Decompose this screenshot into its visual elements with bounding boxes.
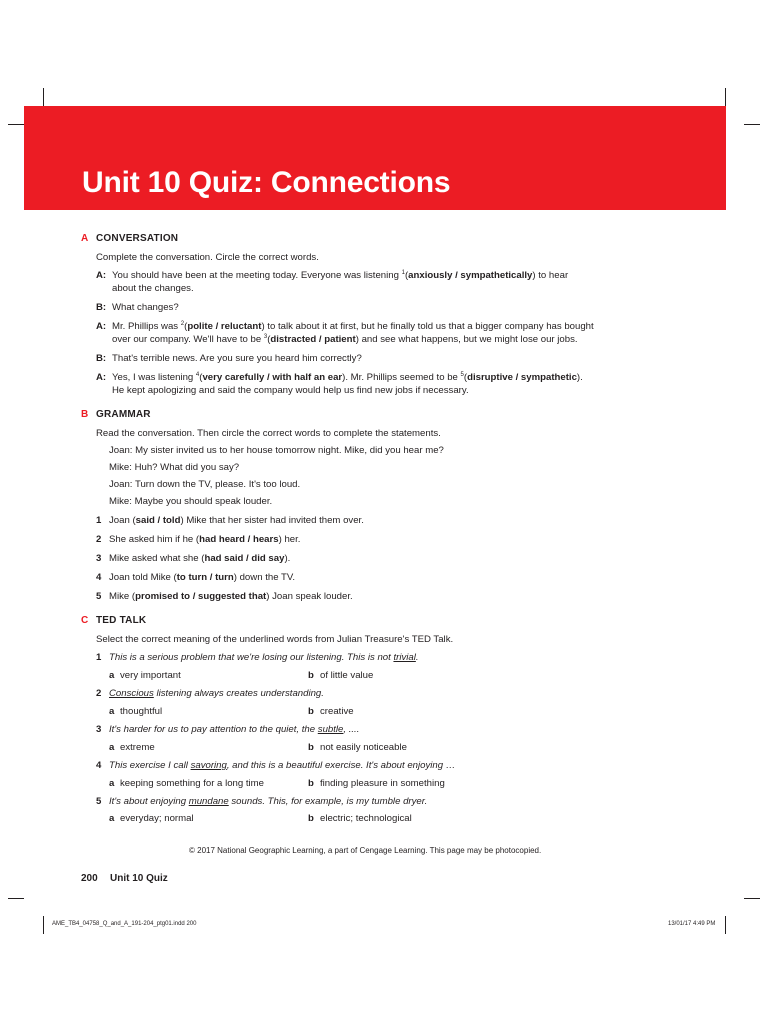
choice-5[interactable]: disruptive / sympathetic [467,372,577,383]
item-number: 1 [96,652,102,663]
dialogue-line: Mike: Huh? What did you say? [109,462,240,473]
item-number: 2 [96,688,102,699]
crop-mark [43,88,44,106]
dialogue-line: Joan: Turn down the TV, please. It's too loud. [109,479,301,490]
option-b[interactable]: finding pleasure in something [320,778,445,789]
item-number: 5 [96,796,102,807]
option-b-letter: b [308,706,314,717]
title-banner [24,106,726,210]
section-b-letter: B [81,409,89,420]
grammar-choice[interactable]: to turn / turn [176,572,234,583]
grammar-choice[interactable]: had heard / hears [199,534,279,545]
option-a-letter: a [109,670,115,681]
option-a[interactable]: thoughtful [120,706,163,717]
section-b-instruction: Read the conversation. Then circle the correct words to complete the statements. [96,428,441,439]
option-a[interactable]: everyday; normal [120,813,194,824]
crop-mark [725,916,726,934]
crop-mark [8,124,24,125]
grammar-choice[interactable]: had said / did say [204,553,285,564]
crop-mark [744,124,760,125]
underlined-word: trivial [393,652,416,663]
option-a[interactable]: very important [120,670,181,681]
conversation-line-3-cont: over our company. We'll have to be $^3$(distracted / patient) and see what happens, but we might lose our jobs. [112,334,578,345]
option-b-letter: b [308,813,314,824]
conversation-line-4: That's terrible news. Are you sure you heard him correctly? [112,353,362,364]
conversation-line-5-cont: He kept apologizing and said the company would help us find new jobs if necessary. [112,385,469,396]
grammar-item: Mike asked what she (had said / did say). [109,553,291,564]
section-a-letter: A [81,233,89,244]
grammar-item: Mike (promised to / suggested that) Joan speak louder. [109,591,353,602]
print-timestamp: 13/01/17 4:49 PM [668,921,716,927]
section-b-title: GRAMMAR [96,409,151,420]
crop-mark [43,916,44,934]
grammar-item: She asked him if he (had heard / hears) her. [109,534,301,545]
conversation-line-2: What changes? [112,302,179,313]
speaker-label: A: [96,372,107,383]
ted-quote: This is a serious problem that we're losing our listening. This is not trivial. [109,652,419,663]
option-b-letter: b [308,778,314,789]
option-b[interactable]: creative [320,706,354,717]
option-b-letter: b [308,670,314,681]
crop-mark [725,88,726,106]
item-number: 3 [96,724,102,735]
conversation-line-5: Yes, I was listening $^4$(very carefully / with half an ear). Mr. Phillips seemed to be $^5$(disruptive / sympathetic). [112,372,583,383]
item-number: 3 [96,553,102,564]
speaker-label: B: [96,353,107,364]
page-title: Unit 10 Quiz: Connections [82,166,451,199]
section-a-title: CONVERSATION [96,233,179,244]
underlined-word: subtle [317,724,344,735]
running-footer-title: Unit 10 Quiz [110,873,168,884]
choice-4[interactable]: very carefully / with half an ear [202,372,343,383]
option-b[interactable]: electric; technological [320,813,412,824]
copyright-notice: © 2017 National Geographic Learning, a part of Cengage Learning. This page may be photocopied. [189,846,542,855]
choice-1[interactable]: anxiously / sympathetically [408,270,533,281]
choice-2[interactable]: polite / reluctant [187,321,262,332]
option-a[interactable]: extreme [120,742,155,753]
option-a-letter: a [109,813,115,824]
underlined-word: savoring [190,760,227,771]
section-a-instruction: Complete the conversation. Circle the correct words. [96,252,319,263]
choice-3[interactable]: distracted / patient [270,334,356,345]
ted-quote: It's harder for us to pay attention to the quiet, the subtle, .... [109,724,360,735]
grammar-item: Joan (said / told) Mike that her sister had invited them over. [109,515,364,526]
item-number: 2 [96,534,102,545]
option-a-letter: a [109,778,115,789]
conversation-line-1: You should have been at the meeting today. Everyone was listening $^1$(anxiously / sympathetically) to hear [112,270,569,281]
conversation-line-1-cont: about the changes. [112,283,194,294]
underlined-word: Conscious [109,688,154,699]
ted-quote: It's about enjoying mundane sounds. This, for example, is my tumble dryer. [109,796,428,807]
grammar-choice[interactable]: said / told [135,515,181,526]
section-c-title: TED TALK [96,615,147,626]
section-c-instruction: Select the correct meaning of the underlined words from Julian Treasure's TED Talk. [96,634,454,645]
item-number: 4 [96,572,102,583]
ted-quote: Conscious listening always creates understanding. [109,688,324,699]
grammar-item: Joan told Mike (to turn / turn) down the TV. [109,572,296,583]
crop-mark [744,898,760,899]
speaker-label: A: [96,270,107,281]
underlined-word: mundane [188,796,229,807]
dialogue-line: Mike: Maybe you should speak louder. [109,496,273,507]
item-number: 1 [96,515,102,526]
option-a-letter: a [109,706,115,717]
crop-mark [8,898,24,899]
option-a-letter: a [109,742,115,753]
file-slug: AME_TB4_04758_Q_and_A_191-204_ptg01.indd 200 [52,921,197,927]
item-number: 4 [96,760,102,771]
dialogue-line: Joan: My sister invited us to her house tomorrow night. Mike, did you hear me? [109,445,444,456]
speaker-label: B: [96,302,107,313]
grammar-choice[interactable]: promised to / suggested that [135,591,267,602]
page-number: 200 [81,873,98,884]
speaker-label: A: [96,321,107,332]
conversation-line-3: Mr. Phillips was $^2$(polite / reluctant) to talk about it at first, but he finally told us that a bigger company has bought [112,321,594,332]
option-b-letter: b [308,742,314,753]
ted-quote: This exercise I call savoring, and this is a beautiful exercise. It's about enjoying … [109,760,456,771]
option-b[interactable]: not easily noticeable [320,742,407,753]
option-a[interactable]: keeping something for a long time [120,778,264,789]
section-c-letter: C [81,615,89,626]
option-b[interactable]: of little value [320,670,374,681]
item-number: 5 [96,591,102,602]
